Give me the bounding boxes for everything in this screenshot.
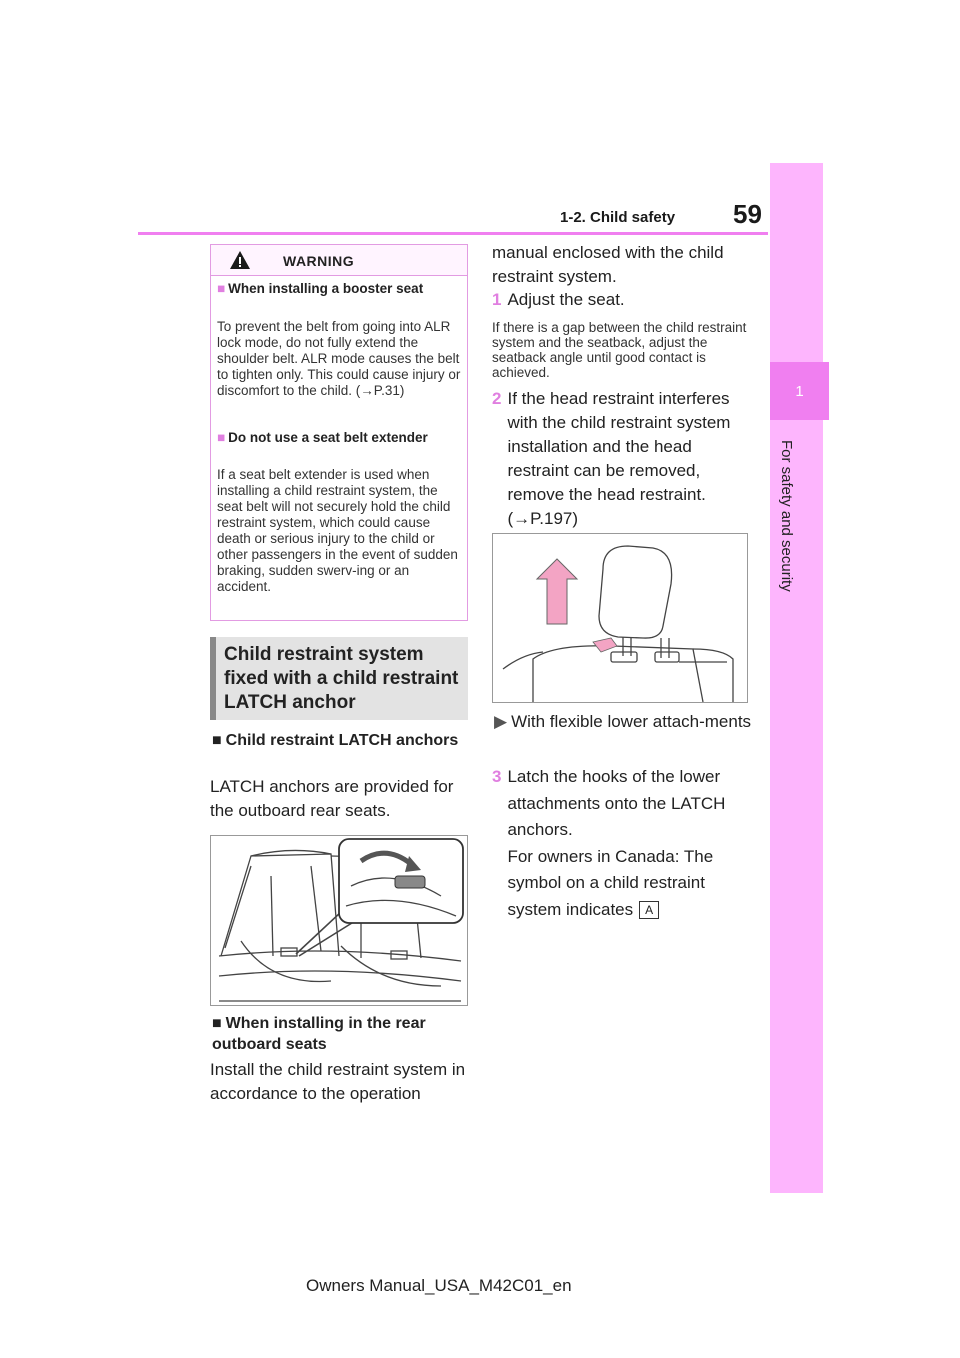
step-number: 2: [492, 389, 502, 408]
section-heading-text: Child restraint system fixed with a child restraint LATCH anchor: [224, 644, 459, 713]
warning-title: WARNING: [283, 253, 355, 269]
chapter-tab[interactable]: [770, 362, 829, 420]
chapter-number: 1: [795, 382, 804, 400]
triangle-bullet-icon: ▶: [494, 712, 508, 731]
rear-seat-latch-illustration: [211, 836, 467, 1005]
warning-box: [210, 244, 468, 621]
step-1: 1 Adjust the seat.: [492, 290, 625, 309]
warning-header: [211, 245, 467, 276]
rear-outboard-heading: ■ When installing in the rear outboard seats: [212, 1015, 426, 1053]
warning-item-heading: ■ Do not use a seat belt extender: [217, 430, 428, 445]
square-bullet-icon: ■: [212, 732, 222, 749]
square-bullet-icon: ■: [217, 281, 226, 296]
latch-anchor-illustration: [210, 835, 468, 1006]
label-a-box: A: [639, 901, 659, 919]
rear-outboard-body: Install the child restraint system in accordance to the operation: [210, 1060, 466, 1103]
head-restraint-illustration: [492, 533, 748, 703]
header-rule: [138, 232, 768, 235]
warning-item-heading: ■ When installing a booster seat: [217, 281, 424, 296]
flex-attachment-note: ▶ With flexible lower attach-ments: [494, 710, 754, 734]
warning-item-body: If a seat belt extender is used when installing a child restraint system, the seat belt will not securely hold the child restraint system, which could cause death or serious injury to the child or other passengers in the event of sudden braking, sudden swerv-ing or an accident.: [217, 467, 458, 594]
chapter-side-band: [770, 163, 823, 1193]
head-restraint-removal-illustration: [493, 534, 747, 702]
section-heading: [210, 637, 468, 720]
square-bullet-icon: ■: [212, 1015, 222, 1032]
square-bullet-icon: ■: [217, 430, 226, 445]
footer-doc-id: Owners Manual_USA_M42C01_en: [306, 1276, 572, 1295]
latch-anchors-body: LATCH anchors are provided for the outboard rear seats.: [210, 777, 454, 820]
warning-item-body: To prevent the belt from going into ALR lock mode, do not fully extend the shoulder belt. ALR mode causes the belt to tighten only. This could cause injury or discomfort to the child. (→P.31): [217, 319, 461, 398]
step-number: 1: [492, 290, 502, 309]
step-2: 2 If the head restraint interferes with the child restraint system installation and the head restraint can be removed, remove the head restraint. (→P.197): [492, 387, 754, 531]
step-3: 3 Latch the hooks of the lower attachments onto the LATCH anchors. For owners in Canada: The symbol on a child restraint system indicates A: [492, 764, 754, 923]
latch-anchors-heading: ■ Child restraint LATCH anchors: [212, 732, 459, 749]
section-title: 1-2. Child safety: [560, 209, 676, 226]
continued-text: manual enclosed with the child restraint system.: [492, 243, 724, 286]
warning-triangle-icon: [229, 250, 251, 270]
chapter-title: For safety and security: [778, 440, 795, 592]
page-number: 59: [733, 199, 762, 229]
step-1-note: If there is a gap between the child restraint system and the seatback, adjust the seatback angle until good contact is achieved.: [492, 320, 747, 380]
step-number: 3: [492, 767, 502, 786]
